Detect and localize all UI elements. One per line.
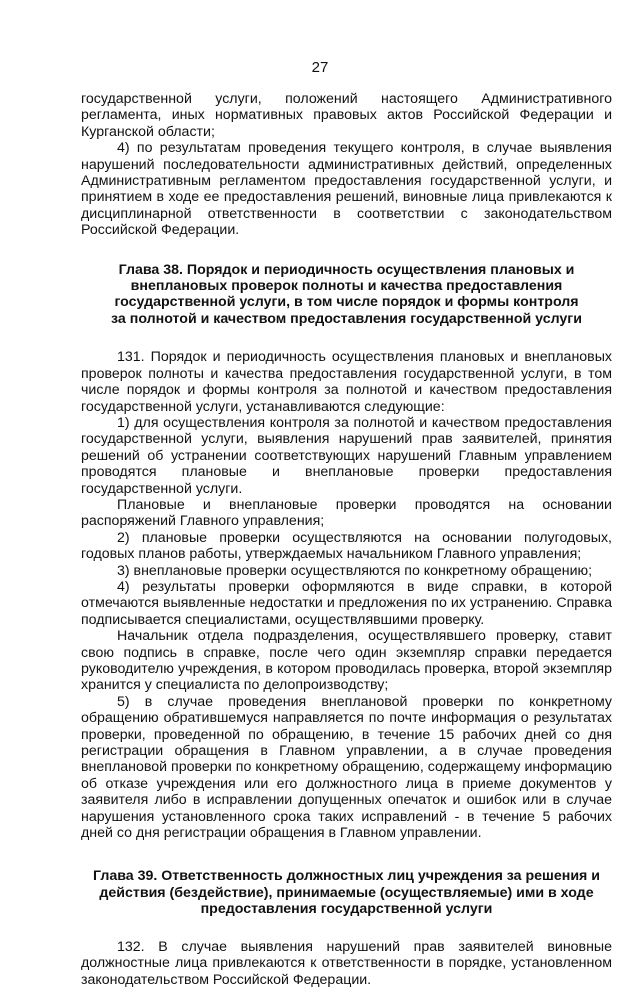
paragraph: 4) по результатам проведения текущего контроля, в случае выявления нарушений последовательности административных действий, определенных Административным регламентом предоставления государственной услуги, и принятием в ходе ее предоставления решений, виновные лица привлекаются к дисциплинарной ответственности в соответствии с законодательством Российской Федерации. — [81, 140, 612, 239]
paragraph: Плановые и внеплановые проверки проводятся на основании распоряжений Главного управления; — [81, 496, 612, 530]
paragraph: государственной услуги, положений настоящего Административного регламента, иных нормативных правовых актов Российской Федерации и Курганской области; — [81, 91, 612, 140]
paragraph: Начальник отдела подразделения, осуществлявшего проверку, ставит свою подпись в справке, после чего один экземпляр справки передается руководителю учреждения, в котором проводилась проверка, второй экземпляр хранится у специалиста по делопроизводству; — [81, 628, 612, 694]
page-number: 27 — [311, 59, 329, 76]
chapter-38-heading: Глава 38. Порядок и периодичность осуществления плановых и внеплановых проверок полноты и качества предоставления государственной услуги, в том числе порядок и формы контроля за полнотой и качеством предоставления государственной услуги — [111, 261, 582, 327]
paragraph: 4) результаты проверки оформляются в виде справки, в которой отмечаются выявленные недостатки и предложения по их устранению. Справка подписывается специалистами, осуществлявшими проверку. — [81, 578, 612, 628]
paragraph: 1) для осуществления контроля за полнотой и качеством предоставления государственной услуги, выявления нарушений прав заявителей, принятия решений об устранении соответствующих нарушений Главным управлением проводятся плановые и внеплановые проверки предоставления государственной услуги. — [81, 414, 612, 497]
paragraph: 131. Порядок и периодичность осуществления плановых и внеплановых проверок полноты и качества предоставления государственной услуги, в том числе порядок и формы контроля за полнотой и качеством предоставления государственной услуги, устанавливаются следующие: — [81, 349, 612, 415]
paragraph: 2) плановые проверки осуществляются на основании полугодовых, годовых планов работы, утверждаемых начальником Главного управления; — [81, 529, 612, 563]
paragraph: 132. В случае выявления нарушений прав заявителей виновные должностные лица привлекаются к ответственности в порядке, установленном законодательством Российской Федерации. — [81, 938, 612, 988]
paragraph: 5) в случае проведения внеплановой проверки по конкретному обращению обратившемуся направляется по почте информация о результатах проверки, проведенной по обращению, в течение 15 рабочих дней со дня регистрации обращения в Главном управлении, а в случае проведения внеплановой проверки по конкретному обращению, содержащему информацию об отказе учреждения или его должностного лица в приеме документов у заявителя либо в исправлении допущенных опечаток и ошибок или в случае нарушения установленного срока таких исправлений - в течение 5 рабочих дней со дня регистрации обращения в Главном управлении. — [81, 693, 612, 842]
paragraph: 3) внеплановые проверки осуществляются по конкретному обращению; — [117, 562, 593, 579]
chapter-39-heading: Глава 39. Ответственность должностных лиц учреждения за решения и действия (бездействие), принимаемые (осуществляемые) ими в ходе предоставления государственной услуги — [93, 868, 600, 918]
document-body — [81, 91, 612, 988]
